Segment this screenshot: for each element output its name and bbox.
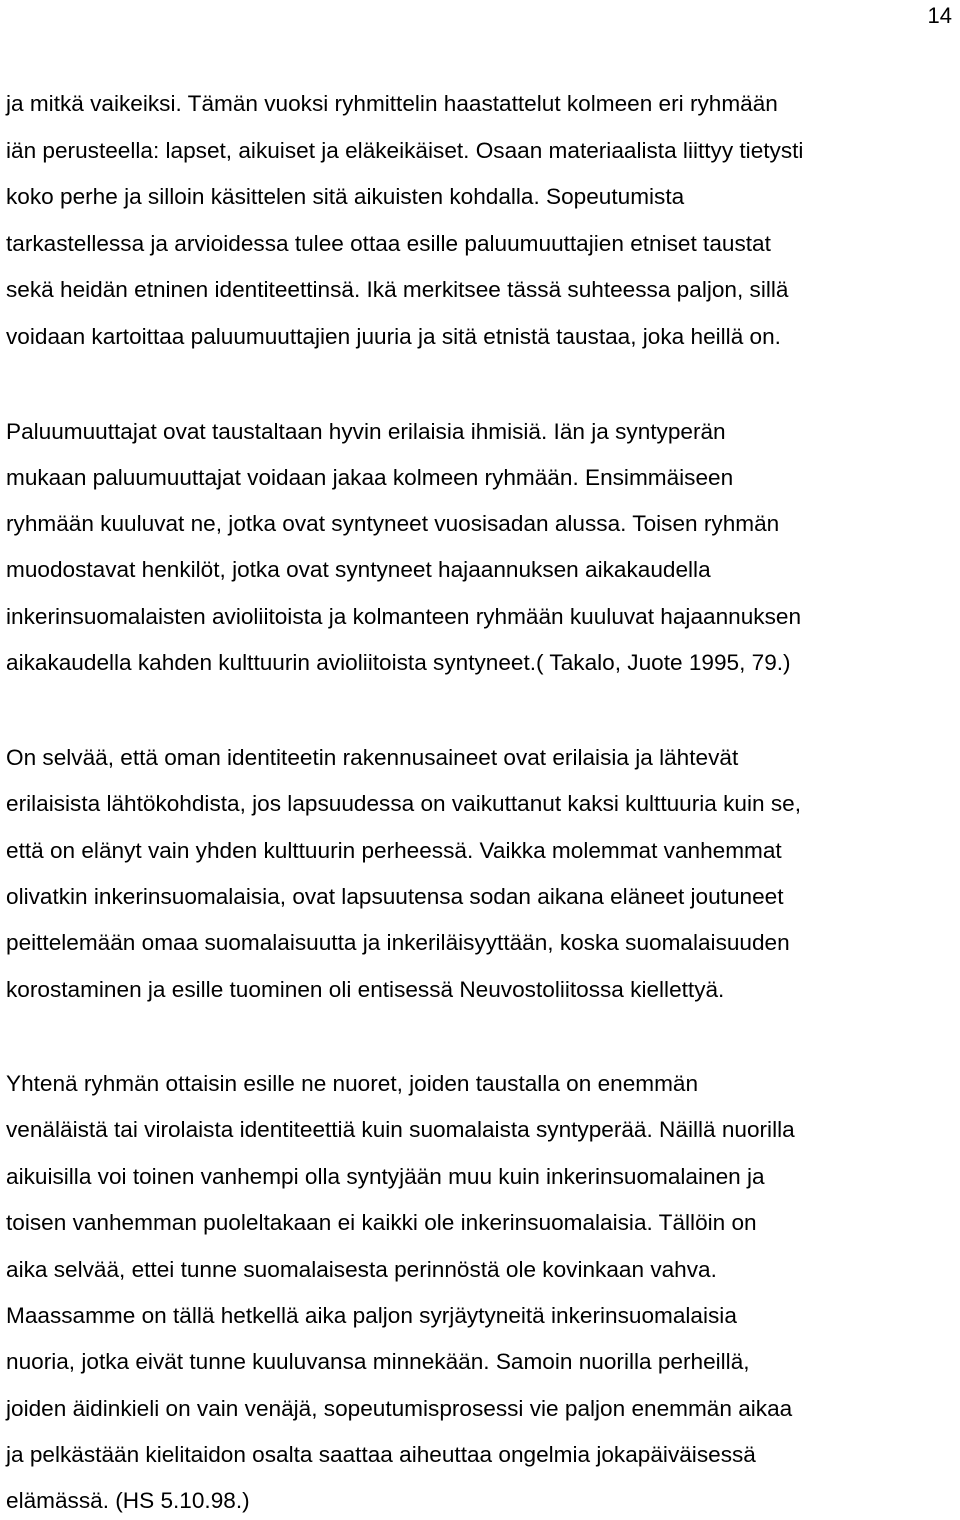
text-line: Paluumuuttajat ovat taustaltaan hyvin erilaisia ihmisiä. Iän ja syntyperän (6, 419, 726, 444)
text-line: peittelemään omaa suomalaisuutta ja inkeriläisyyttään, koska suomalaisuuden (6, 930, 790, 955)
text-line: ja mitkä vaikeiksi. Tämän vuoksi ryhmittelin haastattelut kolmeen eri ryhmään (6, 91, 778, 116)
text-line: aikakaudella kahden kulttuurin avioliitoista syntyneet.( Takalo, Juote 1995, 79.) (6, 650, 791, 675)
text-line: inkerinsuomalaisten avioliitoista ja kolmanteen ryhmään kuuluvat hajaannuksen (6, 604, 802, 629)
text-line: aikuisilla voi toinen vanhempi olla syntyjään muu kuin inkerinsuomalainen ja (6, 1164, 765, 1189)
text-line: erilaisista lähtökohdista, jos lapsuudessa on vaikuttanut kaksi kulttuuria kuin se, (6, 791, 801, 816)
text-line: venäläistä tai virolaista identiteettiä kuin suomalaista syntyperää. Näillä nuorilla (6, 1117, 795, 1142)
text-line: koko perhe ja silloin käsittelen sitä aikuisten kohdalla. Sopeutumista (6, 184, 685, 209)
text-line: muodostavat henkilöt, jotka ovat syntyneet hajaannuksen aikakaudella (6, 557, 711, 582)
text-line: sekä heidän etninen identiteettinsä. Ikä merkitsee tässä suhteessa paljon, sillä (6, 277, 789, 302)
text-line: että on elänyt vain yhden kulttuurin perheessä. Vaikka molemmat vanhemmat (6, 838, 782, 863)
text-line: mukaan paluumuuttajat voidaan jakaa kolmeen ryhmään. Ensimmäiseen (6, 465, 734, 490)
text-line: olivatkin inkerinsuomalaisia, ovat lapsuutensa sodan aikana eläneet joutuneet (6, 884, 784, 909)
text-line: nuoria, jotka eivät tunne kuuluvansa minnekään. Samoin nuorilla perheillä, (6, 1349, 750, 1374)
text-line: toisen vanhemman puoleltakaan ei kaikki ole inkerinsuomalaisia. Tällöin on (6, 1210, 757, 1235)
text-line: tarkastellessa ja arvioidessa tulee ottaa esille paluumuuttajien etniset taustat (6, 231, 771, 256)
page-number: 14 (927, 3, 952, 28)
text-line: Yhtenä ryhmän ottaisin esille ne nuoret, joiden taustalla on enemmän (6, 1071, 699, 1096)
text-line: iän perusteella: lapset, aikuiset ja eläkeikäiset. Osaan materiaalista liittyy tietysti (6, 138, 804, 163)
text-line: aika selvää, ettei tunne suomalaisesta perinnöstä ole kovinkaan vahva. (6, 1257, 717, 1282)
text-line: ryhmään kuuluvat ne, jotka ovat syntyneet vuosisadan alussa. Toisen ryhmän (6, 511, 780, 536)
text-line: Maassamme on tällä hetkellä aika paljon syrjäytyneitä inkerinsuomalaisia (6, 1303, 737, 1328)
text-line: korostaminen ja esille tuominen oli entisessä Neuvostoliitossa kiellettyä. (6, 977, 725, 1002)
text-line: voidaan kartoittaa paluumuuttajien juuria ja sitä etnistä taustaa, joka heillä on. (6, 324, 781, 349)
text-line: elämässä. (HS 5.10.98.) (6, 1488, 250, 1513)
text-line: On selvää, että oman identiteetin rakennusaineet ovat erilaisia ja lähtevät (6, 745, 739, 770)
text-line: joiden äidinkieli on vain venäjä, sopeutumisprosessi vie paljon enemmän aikaa (6, 1396, 793, 1421)
text-line: ja pelkästään kielitaidon osalta saattaa aiheuttaa ongelmia jokapäiväisessä (6, 1442, 756, 1467)
